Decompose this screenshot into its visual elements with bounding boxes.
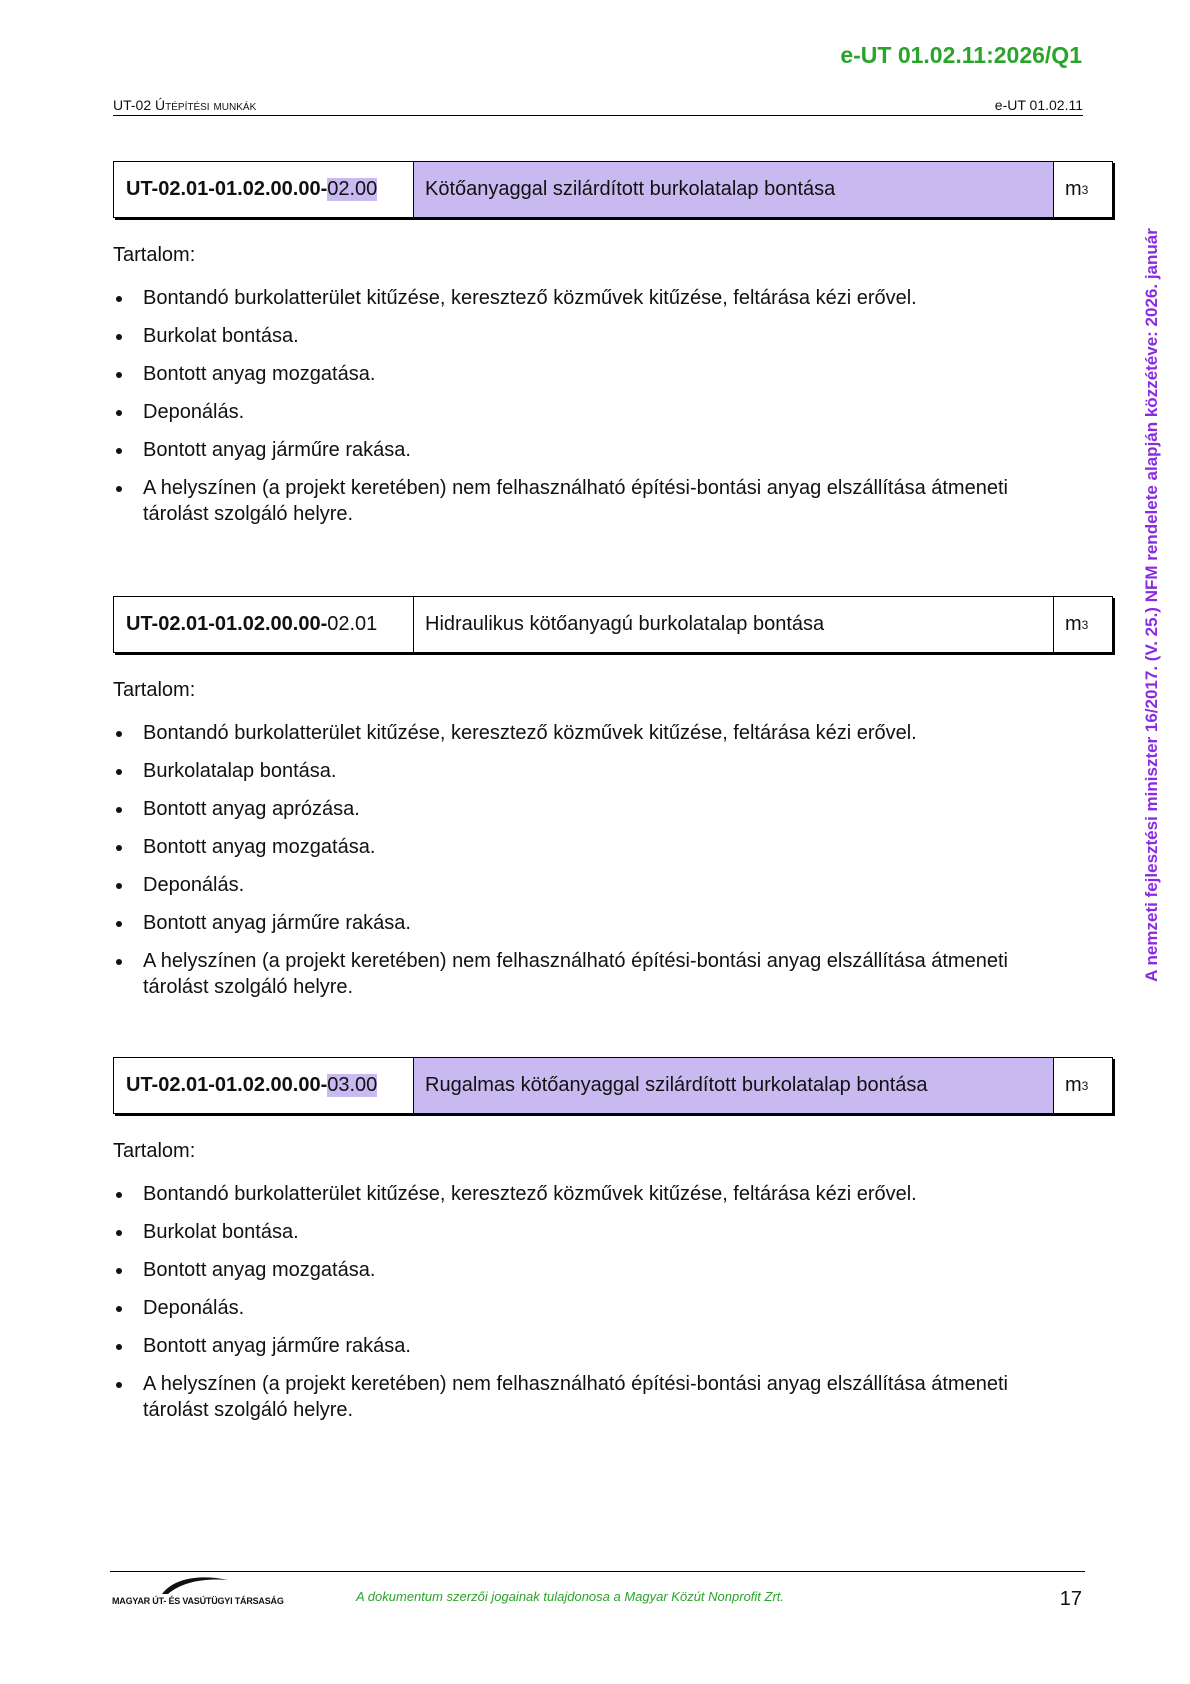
- list-item: Deponálás.: [113, 399, 1043, 425]
- item-unit: [1054, 597, 1112, 652]
- list-item: Bontott anyag járműre rakása.: [113, 1333, 1043, 1359]
- list-item: Bontott anyag mozgatása.: [113, 834, 1043, 860]
- work-item-section: [113, 161, 1113, 539]
- item-code-suffix: 02.00: [327, 178, 378, 200]
- list-item: Bontandó burkolatterület kitűzése, keresztező közművek kitűzése, feltárása kézi erővel.: [113, 1181, 1043, 1207]
- item-title: Kötőanyaggal szilárdított burkolatalap bontása: [414, 162, 1054, 217]
- page-number: 17: [1059, 1588, 1082, 1610]
- unit-exponent: 3: [1081, 1078, 1089, 1093]
- side-note-text: A nemzeti fejlesztési miniszter 16/2017. (V. 25.) NFM rendelete alapján közzétéve: 2026. január: [1142, 228, 1161, 982]
- item-code-suffix: 02.01: [327, 613, 378, 635]
- list-item: Bontandó burkolatterület kitűzése, keresztező közművek kitűzése, feltárása kézi erővel.: [113, 720, 1043, 746]
- list-item: Bontott anyag mozgatása.: [113, 361, 1043, 387]
- content-list: [113, 720, 1113, 1000]
- list-item: A helyszínen (a projekt keretében) nem felhasználható építési-bontási anyag elszállítása átmeneti tárolást szolgáló helyre.: [113, 475, 1043, 527]
- item-title: Hidraulikus kötőanyagú burkolatalap bontása: [414, 597, 1054, 652]
- running-header: [113, 97, 1083, 116]
- content-label: Tartalom:: [113, 1140, 196, 1162]
- side-publication-note: [1142, 160, 1162, 1050]
- list-item: Bontandó burkolatterület kitűzése, keresztező közművek kitűzése, feltárása kézi erővel.: [113, 285, 1043, 311]
- item-code: [114, 1058, 414, 1113]
- work-item-header: [113, 1057, 1113, 1114]
- content-list: [113, 285, 1113, 527]
- content-label: Tartalom:: [113, 679, 196, 701]
- unit-base: m: [1065, 613, 1082, 635]
- copyright-note: A dokumentum szerzői jogainak tulajdonosa a Magyar Közút Nonprofit Zrt.: [356, 1589, 785, 1604]
- unit-base: m: [1065, 1074, 1082, 1096]
- list-item: Bontott anyag járműre rakása.: [113, 437, 1043, 463]
- unit-exponent: 3: [1081, 617, 1089, 632]
- item-code: [114, 162, 414, 217]
- work-item-header: [113, 161, 1113, 218]
- list-item: Burkolatalap bontása.: [113, 758, 1043, 784]
- list-item: Bontott anyag mozgatása.: [113, 1257, 1043, 1283]
- list-item: Deponálás.: [113, 872, 1043, 898]
- content-list: [113, 1181, 1113, 1423]
- item-unit: [1054, 162, 1112, 217]
- item-code-prefix: UT-02.01-01.02.00.00-: [126, 178, 328, 200]
- document-code: e-UT 01.02.11:2026/Q1: [840, 42, 1082, 68]
- unit-base: m: [1065, 178, 1082, 200]
- list-item: A helyszínen (a projekt keretében) nem felhasználható építési-bontási anyag elszállítása átmeneti tárolást szolgáló helyre.: [113, 1371, 1043, 1423]
- list-item: Bontott anyag járműre rakása.: [113, 910, 1043, 936]
- list-item: A helyszínen (a projekt keretében) nem felhasználható építési-bontási anyag elszállítása átmeneti tárolást szolgáló helyre.: [113, 948, 1043, 1000]
- list-item: Bontott anyag aprózása.: [113, 796, 1043, 822]
- item-title: Rugalmas kötőanyaggal szilárdított burkolatalap bontása: [414, 1058, 1054, 1113]
- society-logo: [112, 1574, 284, 1614]
- work-item-section: [113, 1057, 1113, 1435]
- unit-exponent: 3: [1081, 182, 1089, 197]
- logo-swoosh-icon: [160, 1574, 230, 1596]
- content-label: Tartalom:: [113, 244, 196, 266]
- logo-text: MAGYAR ÚT- ÉS VASÚTÜGYI TÁRSASÁG: [112, 1596, 284, 1606]
- item-code-suffix: 03.00: [327, 1074, 378, 1096]
- list-item: Burkolat bontása.: [113, 323, 1043, 349]
- item-unit: [1054, 1058, 1112, 1113]
- item-code-prefix: UT-02.01-01.02.00.00-: [126, 613, 328, 635]
- work-item-header: [113, 596, 1113, 653]
- header-chapter: UT-02 Útépítési munkák: [113, 97, 257, 113]
- list-item: Deponálás.: [113, 1295, 1043, 1321]
- work-item-section: [113, 596, 1113, 1012]
- header-doc-id: e-UT 01.02.11: [994, 97, 1083, 113]
- item-code-prefix: UT-02.01-01.02.00.00-: [126, 1074, 328, 1096]
- footer-divider: [110, 1571, 1085, 1572]
- item-code: [114, 597, 414, 652]
- list-item: Burkolat bontása.: [113, 1219, 1043, 1245]
